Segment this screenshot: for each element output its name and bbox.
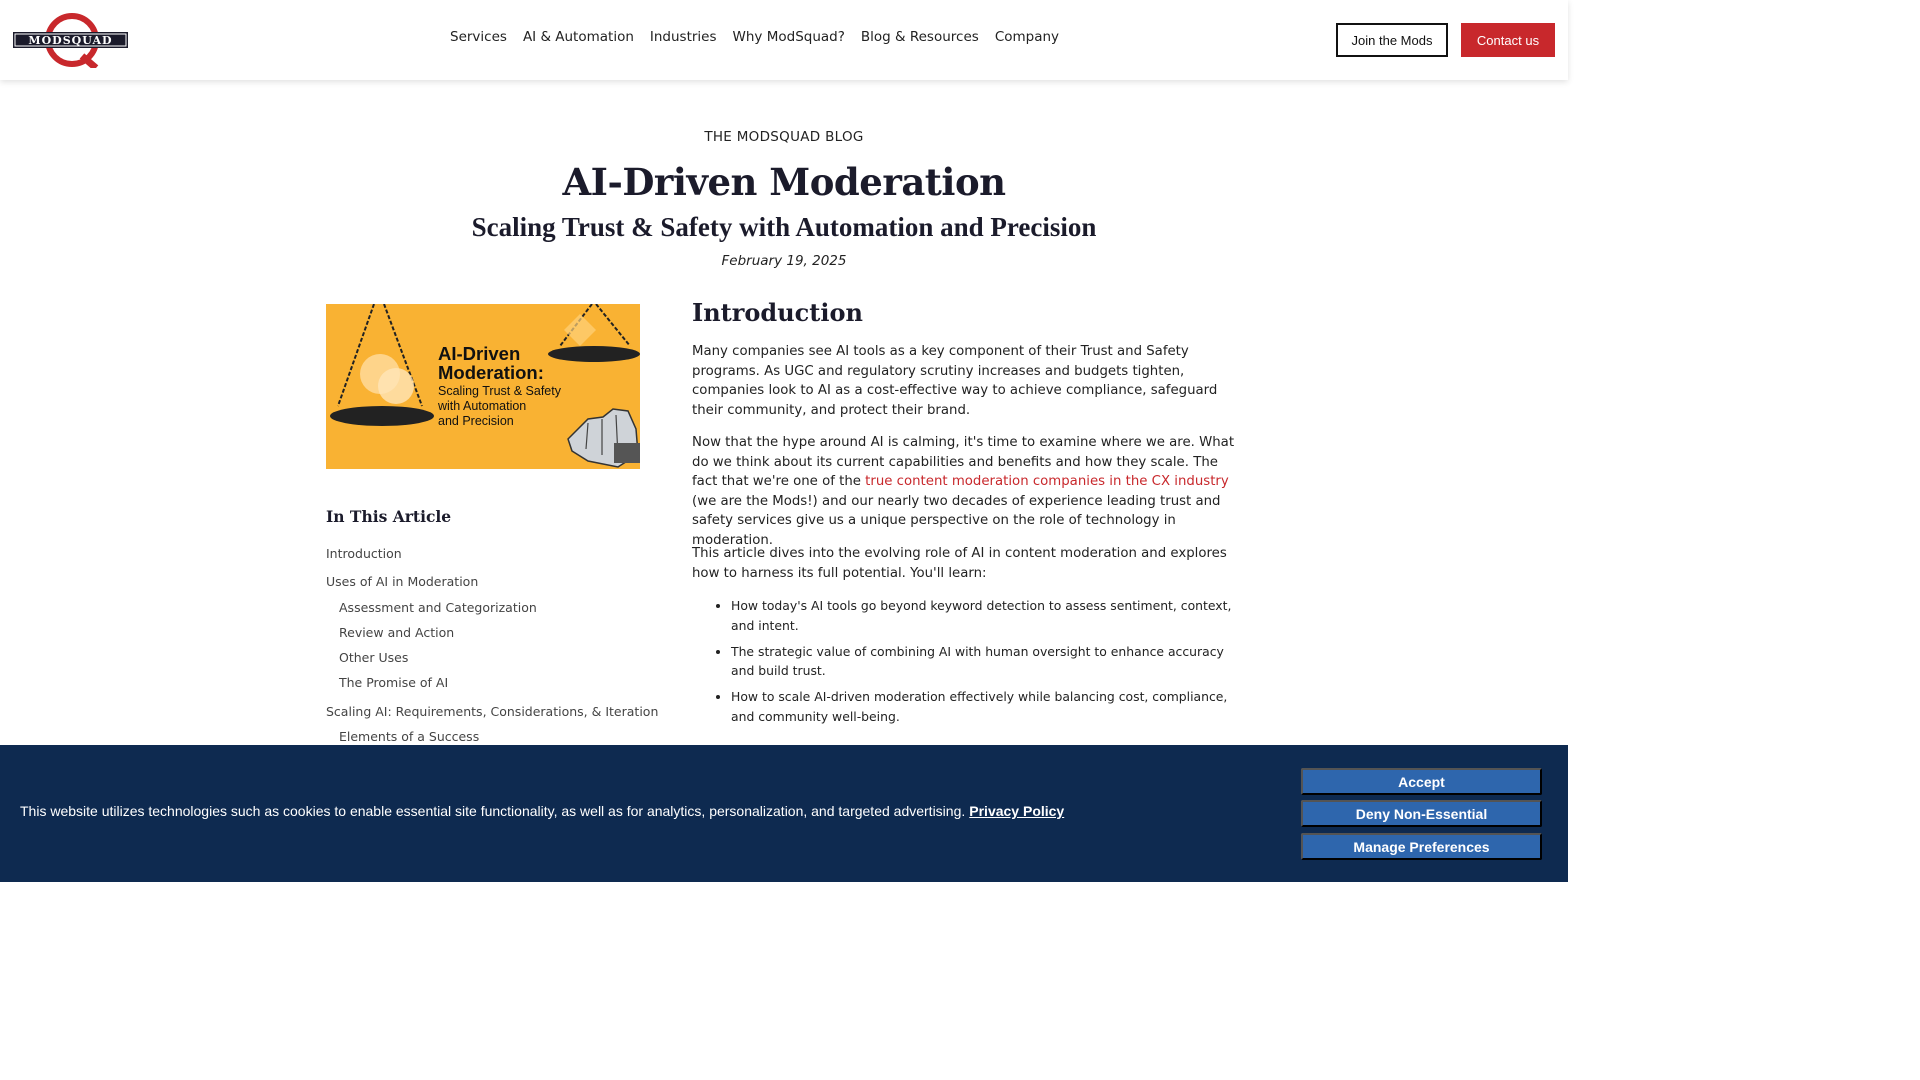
page-title: AI-Driven Moderation <box>562 160 1006 204</box>
nav-item-ai-automation[interactable]: AI & Automation <box>522 29 634 45</box>
publish-date: February 19, 2025 <box>721 253 847 269</box>
toc-link-elements-success[interactable]: Elements of a Success <box>339 729 480 744</box>
article-paragraph-2: Now that the hype around AI is calming, it's time to examine where we are. What do we think about its current capabilities and benefits and how they scale. The fact that we're one of the true content moderation companies in the CX industry (we are the Mods!) and our nearly two decades of experience leading trust and safety services give us a unique perspective on the role of technology in moderation. <box>692 435 1235 548</box>
article-paragraph-1: Many companies see AI tools as a key component of their Trust and Safety programs. As UGC and regulatory scrutiny increases and budgets tighten, companies look to AI as a cost-effective way to achieve compliance, safeguard their community, and protect their brand. <box>692 344 1218 418</box>
toc-heading: In This Article <box>326 507 452 526</box>
nav-item-company[interactable]: Company <box>994 29 1060 45</box>
nav-item-blog-resources[interactable]: Blog & Resources <box>860 29 979 45</box>
contact-us-button[interactable]: Contact us <box>1461 23 1555 57</box>
join-the-mods-button[interactable]: Join the Mods <box>1336 23 1448 57</box>
nav-item-why-modsquad[interactable]: Why ModSquad? <box>732 29 845 45</box>
featured-image-title: AI-Driven Moderation: <box>438 343 544 383</box>
accept-cookies-button[interactable]: Accept <box>1301 768 1542 795</box>
toc-link-scaling-ai[interactable]: Scaling AI: Requirements, Considerations, & Iteration <box>326 704 659 719</box>
list-item: • How to scale AI-driven moderation effectively while balancing cost, compliance, and community well-being. <box>731 687 1236 726</box>
list-item: • The strategic value of combining AI with human oversight to enhance accuracy and build trust. <box>731 642 1236 681</box>
modsquad-logo[interactable] <box>12 12 130 68</box>
cookie-message: This website utilizes technologies such as cookies to enable essential site functionality, as well as for analytics, personalization, and targeted advertising. Privacy Policy <box>20 803 1065 819</box>
article-paragraph-3: This article dives into the evolving role of AI in content moderation and explores how to harness its full potential. You'll learn: <box>692 546 1227 581</box>
nav-item-industries[interactable]: Industries <box>649 29 717 45</box>
list-item: • How today's AI tools go beyond keyword detection to assess sentiment, context, and intent. <box>731 596 1236 635</box>
toc-link-other-uses[interactable]: Other Uses <box>339 650 409 665</box>
site-header <box>0 0 1568 80</box>
toc-link-uses-of-ai[interactable]: Uses of AI in Moderation <box>326 574 479 589</box>
cx-moderation-link[interactable]: true content moderation companies in the CX industry <box>865 474 1229 490</box>
blog-kicker: THE MODSQUAD BLOG <box>704 129 864 145</box>
section-heading-introduction: Introduction <box>692 298 863 327</box>
featured-image-subtitle: Scaling Trust & Safety with Automation and Precision <box>438 384 561 428</box>
toc-link-introduction[interactable]: Introduction <box>326 546 402 561</box>
nav-item-services[interactable]: Services <box>450 29 507 45</box>
toc-link-promise-of-ai[interactable]: The Promise of AI <box>339 675 449 690</box>
cookie-banner <box>0 745 1568 882</box>
toc-link-assessment[interactable]: Assessment and Categorization <box>339 600 537 615</box>
main-nav <box>450 29 1075 45</box>
toc-link-review-action[interactable]: Review and Action <box>339 625 455 640</box>
learning-points-list <box>731 596 1236 733</box>
manage-preferences-button[interactable]: Manage Preferences <box>1301 833 1542 860</box>
featured-image <box>326 304 640 469</box>
robot-hand-icon <box>558 399 640 469</box>
deny-non-essential-button[interactable]: Deny Non-Essential <box>1301 800 1542 827</box>
page-subtitle: Scaling Trust & Safety with Automation and Precision <box>471 212 1097 242</box>
logo-text: MODSQUAD <box>28 34 113 47</box>
privacy-policy-link[interactable]: Privacy Policy <box>969 803 1065 819</box>
